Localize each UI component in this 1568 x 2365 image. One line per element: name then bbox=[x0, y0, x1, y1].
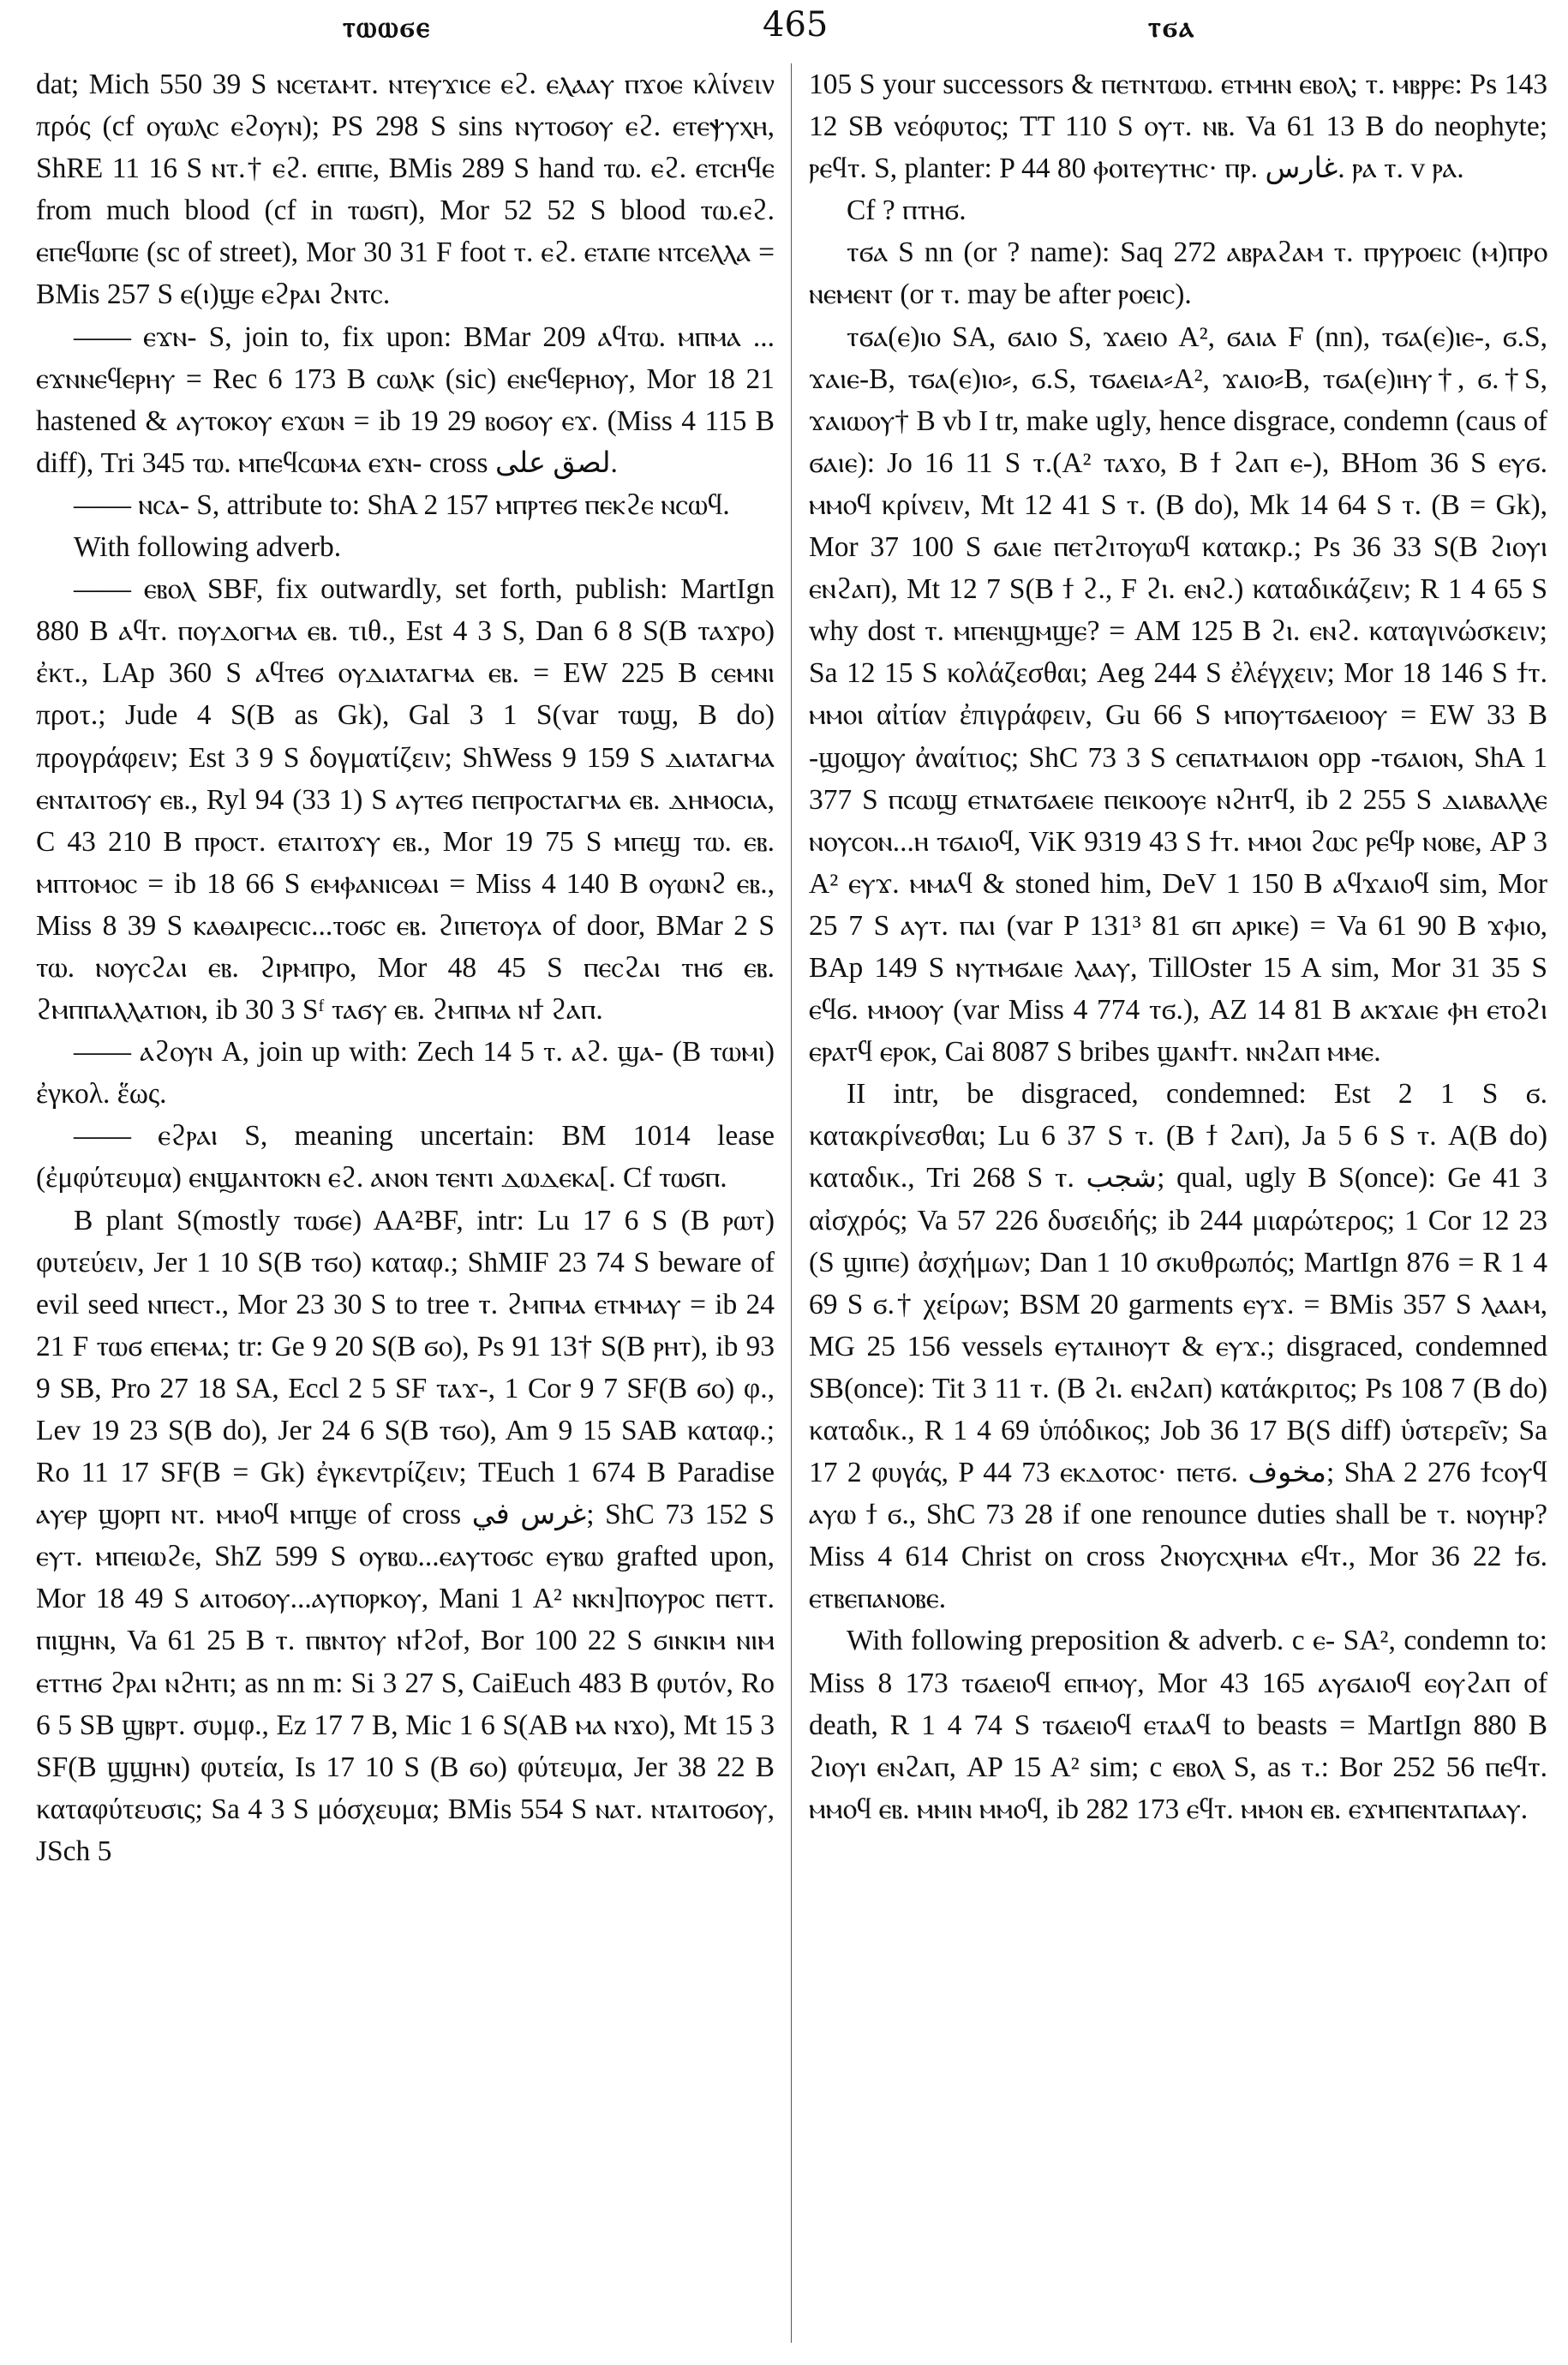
entry-paragraph: —— ⲉⲃⲟⲗ SBF, fix outwardly, set forth, publish: MartIgn 880 B ⲁϥⲧ. ⲡⲟⲩⲇⲟⲅⲙⲁ ⲉⲃ. τιθ., Est 4 3 S, Dan 6 8 S(B ⲧⲁϫⲣⲟ) ἐκτ., LAp 360 S ⲁϥⲧⲉϭ ⲟⲩⲇⲓⲁⲧⲁⲅⲙⲁ ⲉⲃ. = EW 225 B ⲥⲉⲙⲛⲓ προτ.; Jude 4 S(B as Gk), Gal 3 1 S(var ⲧⲱϣ, B do) προγράφειν; Est 3 9 S δογματίζειν; ShWess 9 159 S ⲇⲓⲁⲧⲁⲅⲙⲁ ⲉⲛⲧⲁⲓⲧⲟϭⲩ ⲉⲃ., Ryl 94 (33 1) S ⲁⲩⲧⲉϭ ⲡⲉⲡⲣⲟⲥⲧⲁⲅⲙⲁ ⲉⲃ. ⲇⲏⲙⲟⲥⲓⲁ, C 43 210 B ⲡⲣⲟⲥⲧ. ⲉⲧⲁⲓⲧⲟϫⲩ ⲉⲃ., Mor 19 75 S ⲙⲡⲉϣ ⲧⲱ. ⲉⲃ. ⲙⲡⲧⲟⲙⲟⲥ = ib 18 66 S ⲉⲙⲫⲁⲛⲓⲥⲑⲁⲓ = Miss 4 140 B ⲟⲩⲱⲛϩ ⲉⲃ., Miss 8 39 S ⲕⲁⲑⲁⲓⲣⲉⲥⲓⲥ...ⲧⲟϭⲥ ⲉⲃ. ϩⲓⲡⲉⲧⲟⲩⲁ of door, BMar 2 S ⲧⲱ. ⲛⲟⲩⲥϩⲁⲓ ⲉⲃ. ϩⲓⲣⲙⲡⲣⲟ, Mor 48 45 S ⲡⲉⲥϩⲁⲓ ⲧⲏϭ ⲉⲃ. ϩⲙⲡⲡⲁⲗⲗⲁⲧⲓⲟⲛ, ib 30 3 Sᶠ ⲧⲁϭⲩ ⲉⲃ. ϩⲙⲡⲙⲁ ⲛϯ ϩⲁⲡ. bbox=[36, 573, 775, 1027]
page-number: 465 bbox=[763, 5, 829, 45]
right-column bbox=[809, 63, 1547, 2351]
entry-paragraph: Cf ? ⲡⲧⲏϭ. bbox=[847, 195, 967, 227]
entry-paragraph: dat; Mich 550 39 S ⲛⲥⲉⲧⲁⲙⲧ. ⲛⲧⲉⲩϫⲓⲥⲉ ⲉϩ. ⲉⲗⲁⲁⲩ ⲡϫⲟⲉ κλίνειν πρός (cf ⲟⲩⲱⲗⲥ ⲉϩⲟⲩⲛ); PS 298 S sins ⲛⲩⲧⲟϭⲟⲩ ⲉϩ. ⲉⲧⲉⲯⲩⲭⲏ, ShRE 11 16 S ⲛⲧ.† ⲉϩ. ⲉⲡⲡⲉ, BMis 289 S hand ⲧⲱ. ⲉϩ. ⲉⲧⲥⲏϥⲉ from much blood (cf in ⲧⲱϭⲡ), Mor 52 52 S blood ⲧⲱ.ⲉϩ. ⲉⲡⲉϥⲱⲡⲉ (sc of street), Mor 30 31 F foot ⲧ. ⲉϩ. ⲉⲧⲁⲡⲉ ⲛⲧⲥⲉⲗⲗⲁ = BMis 257 S ⲉ(ⲓ)ϣⲉ ⲉϩⲣⲁⲓ ϩⲛⲧⲥ. bbox=[36, 69, 775, 311]
entry-paragraph: II intr, be disgraced, condemned: Est 2 1 S ϭ. κατακρίνεσθαι; Lu 6 37 S ⲧ. (B ϯ ϩⲁⲡ), Ja 5 6 S ⲧ. A(B do) καταδικ., Tri 268 S ⲧ. شجب; qual, ugly B S(once): Ge 41 3 αἰσχρός; Va 57 226 δυσειδής; ib 244 μιαρώτερος; 1 Cor 12 23 (S ϣⲓⲡⲉ) ἀσχήμων; Dan 1 10 σκυθρωπός; MartIgn 876 = R 1 4 69 S ϭ.† χείρων; BSM 20 garments ⲉⲩϫ. = BMis 357 S ⲗⲁⲁⲙ, MG 25 156 vessels ⲉⲩⲧⲁⲓⲏⲟⲩⲧ & ⲉⲩϫ.; disgraced, condemned SB(once): Tit 3 11 ⲧ. (B ϩⲓ. ⲉⲛϩⲁⲡ) κατάκριτος; Ps 108 7 (B do) καταδικ., R 1 4 69 ὑπόδικος; Job 36 17 B(S diff) ὑστερεῖν; Sa 17 2 φυγάς, P 44 73 ⲉⲕⲇⲟⲧⲟⲥ· ⲡⲉⲧϭ. مخوف; ShA 2 276 ϯⲥⲟⲩϥ ⲁⲩⲱ ϯ ϭ., ShC 73 28 if one renounce duties shall be ⲧ. ⲛⲟⲩⲏⲣ? Miss 4 614 Christ on cross ϩⲛⲟⲩⲥⲭⲏⲙⲁ ⲉϥⲧ., Mor 36 22 ϯϭ. ⲉⲧⲃⲉⲡⲁⲛⲟⲃⲉ. bbox=[809, 1078, 1547, 1615]
entry-paragraph: B plant S(mostly ⲧⲱϭⲉ) AA²BF, intr: Lu 17 6 S (B ⲣⲱⲧ) φυτεύειν, Jer 1 10 S(B ⲧϭⲟ) καταφ.; ShMIF 23 74 S beware of evil seed ⲛⲡⲉⲥⲧ., Mor 23 30 S to tree ⲧ. ϩⲙⲡⲙⲁ ⲉⲧⲙⲙⲁⲩ = ib 24 21 F ⲧⲱϭ ⲉⲡⲉⲙⲁ; tr: Ge 9 20 S(B ϭⲟ), Ps 91 13† S(B ⲣⲏⲧ), ib 93 9 SB, Pro 27 18 SA, Eccl 2 5 SF ⲧⲁϫ-, 1 Cor 9 7 SF(B ϭⲟ) φ., Lev 19 23 S(B do), Jer 24 6 S(B ⲧϭⲟ), Am 9 15 SAB καταφ.; Ro 11 17 SF(B = Gk) ἐγκεντρίζειν; TEuch 1 674 B Paradise ⲁⲩⲉⲣ ϣⲟⲣⲡ ⲛⲧ. ⲙⲙⲟϥ ⲙⲡϣⲉ of cross غرس في; ShC 73 152 S ⲉⲩⲧ. ⲙⲡⲉⲓⲱϩⲉ, ShZ 599 S ⲟⲩⲃⲱ...ⲉⲁⲩⲧⲟϭⲥ ⲉⲩⲃⲱ grafted upon, Mor 18 49 S ⲁⲓⲧⲟϭⲟⲩ...ⲁⲩⲡⲟⲣⲕⲟⲩ, Mani 1 A² ⲛⲕⲛ]ⲡⲟⲩⲣⲟⲥ ⲡⲉⲧⲧ. ⲡⲓϣⲏⲛ, Va 61 25 B ⲧ. ⲡⲃⲛⲧⲟⲩ ⲛϯϩⲟϯ, Bor 100 22 S ϭⲓⲛⲕⲓⲙ ⲛⲓⲙ ⲉⲧⲧⲏϭ ϩⲣⲁⲓ ⲛϩⲏⲧⲓ; as nn m: Si 3 27 S, CaiEuch 483 B φυτόν, Ro 6 5 SB ϣⲃⲣⲧ. συμφ., Ez 17 7 B, Mic 1 6 S(AB ⲙⲁ ⲛϫⲟ), Mt 15 3 SF(B ϣϣⲏⲛ) φυτεία, Is 17 10 S (B ϭⲟ) φύτευμα, Jer 38 22 B καταφύτευσις; Sa 4 3 S μόσχευμα; BMis 554 S ⲛⲁⲧ. ⲛⲧⲁⲓⲧⲟϭⲟⲩ, JSch 5 bbox=[36, 1204, 775, 1867]
entry-paragraph: ⲧϭⲁ(ⲉ)ⲓⲟ SA, ϭⲁⲓⲟ S, ϫⲁⲉⲓⲟ A², ϭⲁⲓⲁ F (nn), ⲧϭⲁ(ⲉ)ⲓⲉ-, ϭ.S, ϫⲁⲓⲉ-B, ⲧϭⲁ(ⲉ)ⲓⲟ⸗, ϭ.S, ⲧϭⲁⲉⲓⲁ⸗A², ϫⲁⲓⲟ⸗B, ⲧϭⲁ(ⲉ)ⲓⲏⲩ†, ϭ.†S, ϫⲁⲓⲱⲟⲩ† B vb I tr, make ugly, hence disgrace, condemn (caus of ϭⲁⲓⲉ): Jo 16 11 S ⲧ.(A² ⲧⲁϫⲟ, B ϯ ϩⲁⲡ ⲉ-), BHom 36 S ⲉⲩϭ. ⲙⲙⲟϥ κρίνειν, Mt 12 41 S ⲧ. (B do), Mk 14 64 S ⲧ. (B = Gk), Mor 37 100 S ϭⲁⲓⲉ ⲡⲉⲧϩⲓⲧⲟⲩⲱϥ κατακρ.; Ps 36 33 S(B ϩⲓⲟⲩⲓ ⲉⲛϩⲁⲡ), Mt 12 7 S(B ϯ ϩ., F ϩⲓ. ⲉⲛϩ.) καταδικάζειν; R 1 4 65 S why dost ⲧ. ⲙⲡⲉⲛϣⲙϣⲉ? = AM 125 B ϩⲓ. ⲉⲛϩ. καταγινώσκειν; Sa 12 15 S κολάζεσθαι; Aeg 244 S ἐλέγχειν; Mor 18 146 S ϯⲧ. ⲙⲙⲟⲓ αἰτίαν ἐπιγράφειν, Gu 66 S ⲙⲡⲟⲩⲧϭⲁⲉⲓⲟⲟⲩ = EW 33 B -ϣⲟϣⲟⲩ ἀναίτιος; ShC 73 3 S ⲥⲉⲡⲁⲧⲙⲁⲓⲟⲛ opp -ⲧϭⲁⲓⲟⲛ, ShA 1 377 S ⲡⲥⲱϣ ⲉⲧⲛⲁⲧϭⲁⲉⲓⲉ ⲡⲉⲓⲕⲟⲟⲩⲉ ⲛϩⲏⲧϥ, ib 2 255 S ⲇⲓⲁⲃⲁⲗⲗⲉ ⲛⲟⲩⲥⲟⲛ...ⲏ ⲧϭⲁⲓⲟϥ, ViK 9319 43 S ϯⲧ. ⲙⲙⲟⲓ ϩⲱⲥ ⲣⲉϥⲣ ⲛⲟⲃⲉ, AP 3 A² ⲉⲩϫ. ⲙⲙⲁϥ & stoned him, DeV 1 150 B ⲁϥϫⲁⲓⲟϥ sim, Mor 25 7 S ⲁⲩⲧ. ⲡⲁⲓ (var P 131³ 81 ϭⲡ ⲁⲣⲓⲕⲉ) = Va 61 90 B ϫⲫⲓⲟ, BAp 149 S ⲛⲩⲧⲙϭⲁⲓⲉ ⲗⲁⲁⲩ, TillOster 15 A sim, Mor 31 35 S ⲉϥϭ. ⲙⲙⲟⲟⲩ (var Miss 4 774 ⲧϭ.), AZ 14 81 B ⲁⲕϫⲁⲓⲉ ⲫⲏ ⲉⲧⲟϩⲓ ⲉⲣⲁⲧϥ ⲉⲣⲟⲕ, Cai 8087 S bribes ϣⲁⲛϯⲧ. ⲛⲛϩⲁⲡ ⲙⲙⲉ. bbox=[809, 320, 1547, 1069]
running-head-right: ⲧϭⲁ bbox=[1148, 10, 1196, 45]
left-column bbox=[36, 63, 775, 2351]
entry-paragraph: ⲧϭⲁ S nn (or ? name): Saq 272 ⲁⲃⲣⲁϩⲁⲙ ⲧ. ⲡⲣⲩⲣⲟⲉⲓⲥ (ⲙ)ⲡⲣⲟ ⲛⲉⲙⲉⲛⲧ (or ⲧ. may be after ⲣⲟⲉⲓⲥ). bbox=[809, 236, 1547, 311]
entry-paragraph: —— ⲁϩⲟⲩⲛ A, join up with: Zech 14 5 ⲧ. ⲁϩ. ϣⲁ- (B ⲧⲱⲙⲓ) ἐγκολ. ἕως. bbox=[36, 1036, 775, 1111]
entry-paragraph: With following adverb. bbox=[74, 531, 342, 564]
column-divider bbox=[791, 63, 792, 2343]
entry-paragraph: —— ⲉϫⲛ- S, join to, fix upon: BMar 209 ⲁϥⲧⲱ. ⲙⲡⲙⲁ ... ⲉϫⲛⲛⲉϥⲉⲣⲏⲩ = Rec 6 173 B ⲥⲱⲗⲕ (sic) ⲉⲛⲉϥⲉⲣⲏⲟⲩ, Mor 18 21 hastened & ⲁⲩⲧⲟⲕⲟⲩ ⲉϫⲱⲛ = ib 19 29 ⲃⲟϭⲟⲩ ⲉϫ. (Miss 4 115 B diff), Tri 345 ⲧⲱ. ⲙⲡⲉϥⲥⲱⲙⲁ ⲉϫⲛ- cross لصق على. bbox=[36, 320, 775, 479]
entry-paragraph: —— ⲛⲥⲁ- S, attribute to: ShA 2 157 ⲙⲡⲣⲧⲉϭ ⲡⲉⲕϩⲉ ⲛⲥⲱϥ. bbox=[74, 488, 730, 521]
entry-paragraph: 105 S your successors & ⲡⲉⲧⲛⲧⲱⲱ. ⲉⲧⲙⲏⲛ ⲉⲃⲟⲗ; ⲧ. ⲙⲃⲣⲣⲉ: Ps 143 12 SB νεόφυτος; TT 110 S ⲟⲩⲧ. ⲛⲃ. Va 61 13 B do neophyte; ⲣⲉϥⲧ. S, planter: P 44 80 ⲫⲟⲓⲧⲉⲩⲧⲏⲥ· ⲡⲣ. غارس. ⲣⲁ ⲧ. v ⲣⲁ. bbox=[809, 69, 1547, 185]
entry-paragraph: With following preposition & adverb. c ⲉ- SA², condemn to: Miss 8 173 ⲧϭⲁⲉⲓⲟϥ ⲉⲡⲙⲟⲩ, Mor 43 165 ⲁⲩϭⲁⲓⲟϥ ⲉⲟⲩϩⲁⲡ of death, R 1 4 74 S ⲧϭⲁⲉⲓⲟϥ ⲉⲧⲁⲁϥ to beasts = MartIgn 880 B ϩⲓⲟⲩⲓ ⲉⲛϩⲁⲡ, AP 15 A² sim; c ⲉⲃⲟⲗ S, as ⲧ.: Bor 252 56 ⲡⲉϥⲧ. ⲙⲙⲟϥ ⲉⲃ. ⲙⲙⲓⲛ ⲙⲙⲟϥ, ib 282 173 ⲉϥⲧ. ⲙⲙⲟⲛ ⲉⲃ. ⲉϫⲙⲡⲉⲛⲧⲁⲡⲁⲁⲩ. bbox=[809, 1625, 1547, 1825]
running-head-left: ⲧⲱⲱϭⲉ bbox=[343, 10, 432, 45]
entry-paragraph: —— ⲉϩⲣⲁⲓ S, meaning uncertain: BM 1014 lease (ἐμφύτευμα) ⲉⲛϣⲁⲛⲧⲟⲕⲛ ⲉϩ. ⲁⲛⲟⲛ ⲧⲉⲛⲧⲓ ⲇⲱⲇⲉⲕⲁ[. Cf ⲧⲱϭⲡ. bbox=[36, 1120, 775, 1194]
